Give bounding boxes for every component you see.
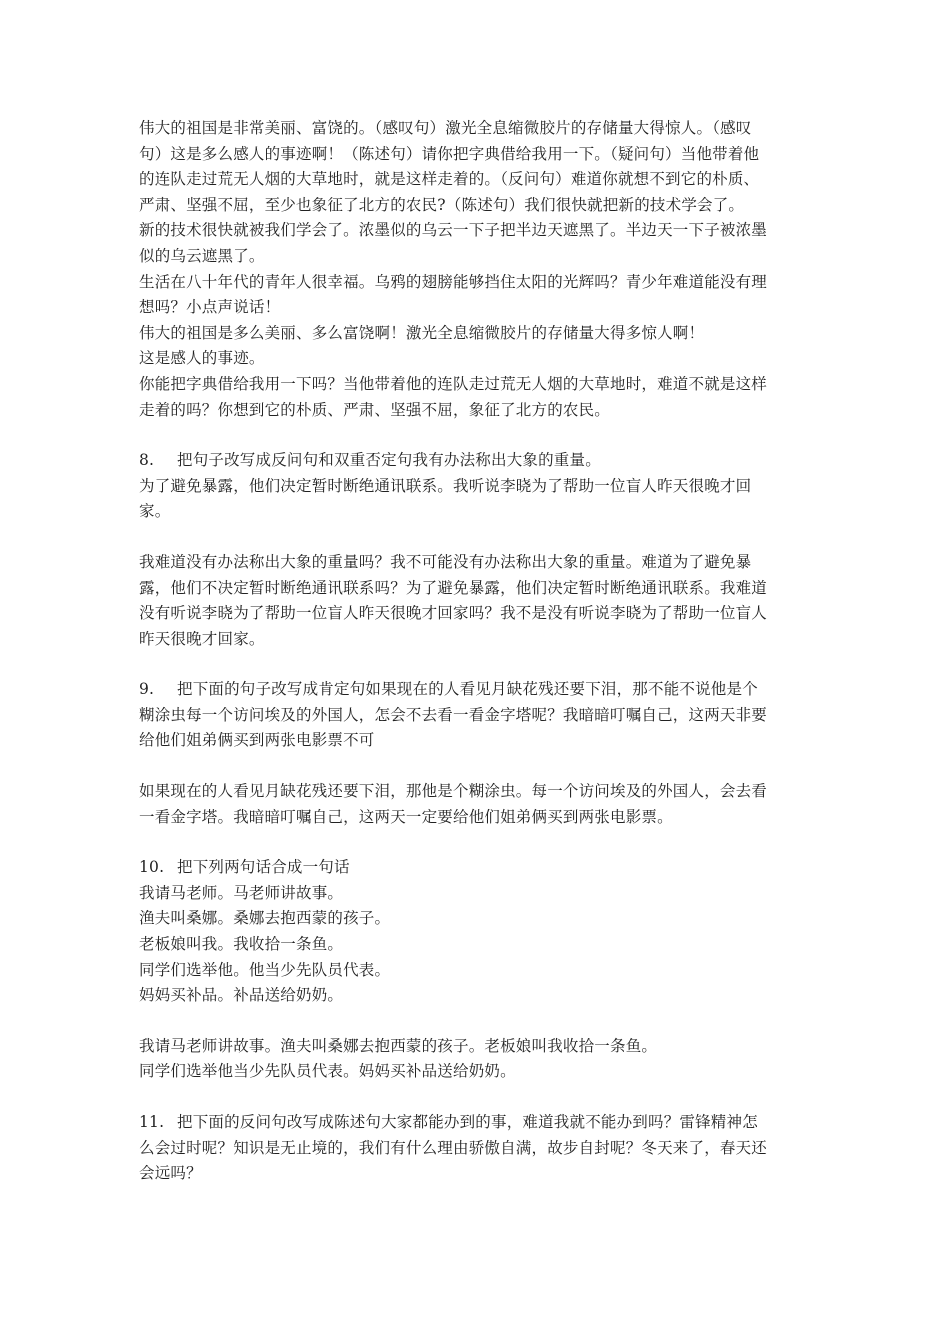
spacer: [139, 652, 771, 677]
paragraph: 这是感人的事迹。: [139, 349, 265, 368]
spacer: [139, 525, 771, 550]
question-10: [139, 855, 771, 881]
document-page: [139, 116, 771, 1187]
answer-10: 同学们选举他当少先队员代表。妈妈买补品送给奶奶。: [139, 1062, 516, 1081]
spacer: [139, 423, 771, 448]
paragraph: 生活在八十年代的青年人很幸福。乌鸦的翅膀能够挡住太阳的光辉吗？青少年难道能没有理想吗？小点声说话！: [139, 272, 768, 317]
question-8-continued: 为了避免暴露，他们决定暂时断绝通讯联系。我听说李晓为了帮助一位盲人昨天很晚才回家。: [139, 476, 752, 521]
list-item: 同学们选举他。他当少先队员代表。: [139, 960, 391, 979]
question-text: 把下面的句子改写成肯定句如果现在的人看见月缺花残还要下泪，那不能不说他是个糊涂虫每一个访问埃及的外国人，怎会不去看一看金字塔呢？我暗暗叮嘱自己，这两天非要给他们姐弟俩买到两张电影票不可: [139, 680, 768, 750]
question-9: [139, 677, 771, 754]
list-item: 渔夫叫桑娜。桑娜去抱西蒙的孩子。: [139, 909, 391, 928]
question-11: [139, 1110, 771, 1187]
list-item: 妈妈买补品。补品送给奶奶。: [139, 986, 344, 1005]
answer-9: 如果现在的人看见月缺花残还要下泪，那他是个糊涂虫。每一个访问埃及的外国人，会去看一看金字塔。我暗暗叮嘱自己，这两天一定要给他们姐弟俩买到两张电影票。: [139, 782, 768, 826]
spacer: [139, 1009, 771, 1034]
question-text: 把下面的反问句改写成陈述句大家都能办到的事，难道我就不能办到吗？雷锋精神怎么会过时呢？知识是无止境的，我们有什么理由骄傲自满，故步自封呢？冬天来了，春天还会远吗？: [139, 1113, 768, 1183]
answer-10: 我请马老师讲故事。渔夫叫桑娜去抱西蒙的孩子。老板娘叫我收拾一条鱼。: [139, 1036, 658, 1055]
question-text: 把句子改写成反问句和双重否定句我有办法称出大象的重量。: [177, 451, 601, 470]
question-8: [139, 448, 771, 474]
paragraph: 伟大的祖国是多么美丽、多么富饶啊！激光全息缩微胶片的存储量大得多惊人啊！: [139, 323, 705, 342]
paragraph: 你能把字典借给我用一下吗？当他带着他的连队走过荒无人烟的大草地时，难道不就是这样走着的吗？你想到它的朴质、严肃、坚强不屈，象征了北方的农民。: [139, 374, 768, 419]
question-number: 9.: [139, 680, 155, 699]
spacer: [139, 754, 771, 779]
spacer: [139, 1085, 771, 1110]
list-item: 我请马老师。马老师讲故事。: [139, 883, 344, 902]
question-text: 把下列两句话合成一句话: [177, 858, 350, 877]
answer-8: 我难道没有办法称出大象的重量吗？我不可能没有办法称出大象的重量。难道为了避免暴露，他们不决定暂时断绝通讯联系吗？为了避免暴露，他们决定暂时断绝通讯联系。我难道没有听说李晓为了帮助一位盲人昨天很晚才回家吗？我不是没有听说李晓为了帮助一位盲人昨天很晚才回家。: [139, 552, 768, 648]
spacer: [139, 830, 771, 855]
question-number: 10.: [139, 858, 165, 877]
question-number: 8.: [139, 451, 155, 470]
paragraph: 新的技术很快就被我们学会了。浓墨似的乌云一下子把半边天遮黑了。半边天一下子被浓墨似的乌云遮黑了。: [139, 221, 768, 265]
question-number: 11.: [139, 1113, 165, 1131]
paragraph: 伟大的祖国是非常美丽、富饶的。（感叹句）激光全息缩微胶片的存储量大得惊人。（感叹句）这是多么感人的事迹啊！（陈述句）请你把字典借给我用一下。（疑问句）当他带着他的连队走过荒无人烟的大草地时，就是这样走着的。（反问句）难道你就想不到它的朴质、严肃、坚强不屈，至少也象征了北方的农民?（陈述句）我们很快就把新的技术学会了。: [139, 119, 760, 214]
list-item: 老板娘叫我。我收拾一条鱼。: [139, 935, 344, 954]
